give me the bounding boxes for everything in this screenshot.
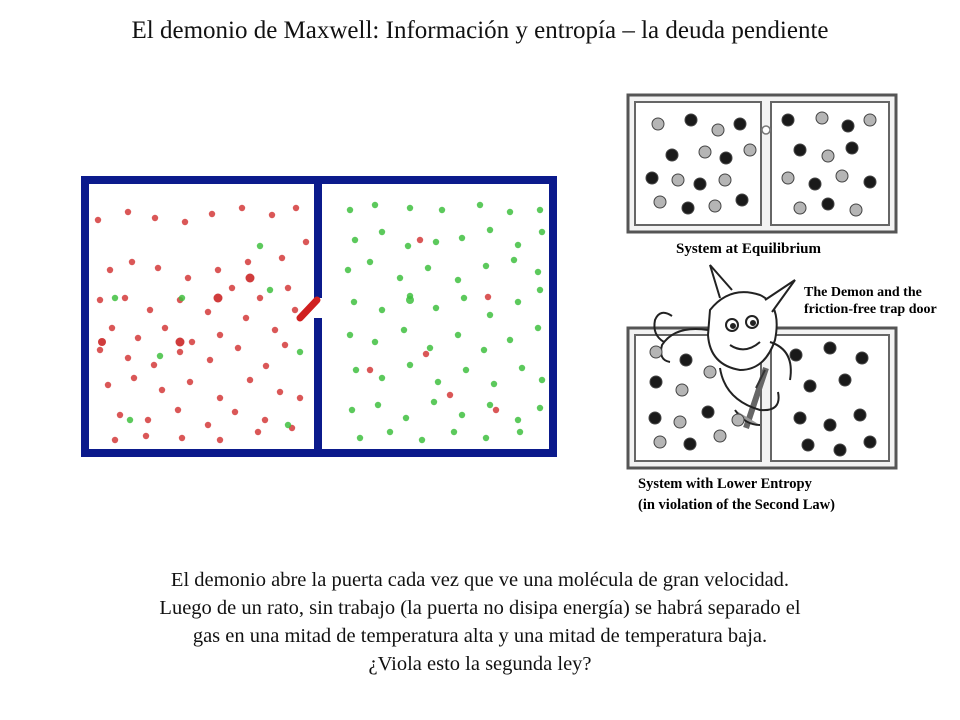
container-svg [70,170,570,470]
molecule [463,367,469,373]
molecule [507,209,513,215]
demon-label-line1: The Demon and the [804,285,922,300]
molecule [129,259,135,265]
gas-ball [794,144,806,156]
molecule [257,295,263,301]
molecule [487,402,493,408]
molecule [515,242,521,248]
molecule [451,429,457,435]
gas-ball [846,142,858,154]
trap-door [300,300,317,318]
molecule [303,239,309,245]
gas-ball [736,194,748,206]
molecule [345,267,351,273]
gas-ball [834,444,846,456]
gas-ball [654,436,666,448]
molecule [349,407,355,413]
gas-ball [672,174,684,186]
molecule [217,395,223,401]
molecule [157,353,163,359]
molecule [539,229,545,235]
molecule [297,395,303,401]
molecule [431,399,437,405]
gas-ball [702,406,714,418]
molecule [125,355,131,361]
molecule [379,307,385,313]
demon-illustration [560,80,960,530]
molecule [439,207,445,213]
molecule [162,325,168,331]
molecule [517,429,523,435]
maxwell-container-diagram [70,170,570,475]
molecule [477,202,483,208]
molecule [205,309,211,315]
molecule [425,265,431,271]
gas-ball [824,342,836,354]
gas-ball [685,114,697,126]
gas-ball [822,150,834,162]
molecule [367,259,373,265]
molecule [205,422,211,428]
molecule [459,235,465,241]
gas-ball [720,152,732,164]
molecule [347,207,353,213]
molecule [98,338,106,346]
molecule [263,363,269,369]
gas-ball [856,352,868,364]
molecule [427,345,433,351]
molecule [419,437,425,443]
molecule [131,375,137,381]
molecule [406,296,414,304]
molecule [147,307,153,313]
gas-ball [676,384,688,396]
gas-ball [680,354,692,366]
gas-ball [850,204,862,216]
caption-line: gas en una mitad de temperatura alta y una mitad de temperatura baja. [192,625,768,647]
gas-ball [802,439,814,451]
molecule [405,243,411,249]
molecule [175,407,181,413]
molecule [232,409,238,415]
molecule [97,297,103,303]
molecule [245,259,251,265]
gas-ball [650,346,662,358]
molecule [297,349,303,355]
molecule [539,377,545,383]
molecule [455,332,461,338]
gas-ball [809,178,821,190]
molecule [179,295,185,301]
molecule [185,275,191,281]
gas-ball [822,198,834,210]
molecule [511,257,517,263]
molecule [407,362,413,368]
molecule [433,239,439,245]
molecule [209,211,215,217]
gas-ball [654,196,666,208]
gas-ball [694,178,706,190]
gas-ball [744,144,756,156]
molecule [435,379,441,385]
gas-ball [794,412,806,424]
molecule [105,382,111,388]
molecule [107,267,113,273]
molecule [189,339,195,345]
gas-ball [719,174,731,186]
gas-ball [712,124,724,136]
gas-ball [839,374,851,386]
molecule [112,295,118,301]
molecule [461,295,467,301]
molecule [375,402,381,408]
molecule [367,367,373,373]
molecule [112,437,118,443]
gas-ball [790,349,802,361]
molecule [243,315,249,321]
gas-ball [674,416,686,428]
molecule [97,347,103,353]
molecule [155,265,161,271]
molecule [379,375,385,381]
molecule [372,202,378,208]
gas-ball [682,202,694,214]
molecule [143,433,149,439]
molecule [246,274,255,283]
molecule [176,338,185,347]
molecule [537,405,543,411]
slide-title: El demonio de Maxwell: Información y entropía – la deuda pendiente [131,17,829,44]
molecule [485,294,491,300]
molecule [151,362,157,368]
molecule [214,294,223,303]
gas-ball [709,200,721,212]
gas-ball [864,436,876,448]
molecule [347,332,353,338]
molecule [507,337,513,343]
molecule [372,339,378,345]
gas-ball [864,114,876,126]
molecule [417,237,423,243]
molecule [247,377,253,383]
molecule [293,205,299,211]
molecule [135,335,141,341]
molecule [423,351,429,357]
molecule [279,255,285,261]
molecule [397,275,403,281]
molecule [351,299,357,305]
molecule [379,229,385,235]
molecule [285,285,291,291]
molecule [481,347,487,353]
gas-ball [666,149,678,161]
molecule [229,285,235,291]
molecule [282,342,288,348]
gas-ball [864,176,876,188]
gas-ball [842,120,854,132]
equilibrium-label: System at Equilibrium [676,241,822,257]
molecule [352,237,358,243]
molecule [255,429,261,435]
molecule [257,243,263,249]
gas-ball [854,409,866,421]
molecule [515,417,521,423]
molecule [537,287,543,293]
gas-ball [704,366,716,378]
molecule [182,219,188,225]
molecule [519,365,525,371]
molecule [267,287,273,293]
molecule [447,392,453,398]
molecule [387,429,393,435]
gas-ball [649,412,661,424]
molecule [215,267,221,273]
molecule [535,269,541,275]
molecule [125,209,131,215]
molecule [179,435,185,441]
molecule [217,437,223,443]
gas-ball [646,172,658,184]
molecule [109,325,115,331]
lower-entropy-label-line1: System with Lower Entropy [638,476,812,492]
molecule [433,305,439,311]
door-hinge [762,126,770,134]
gas-ball [804,380,816,392]
molecule [145,417,151,423]
molecule [407,205,413,211]
gas-ball [652,118,664,130]
molecule [207,357,213,363]
gas-ball [734,118,746,130]
gas-ball [794,202,806,214]
molecule [292,307,298,313]
molecule [117,412,123,418]
molecule [483,263,489,269]
molecule [535,325,541,331]
molecule [493,407,499,413]
molecule [235,345,241,351]
molecule [491,381,497,387]
molecule [455,277,461,283]
gas-ball [824,419,836,431]
molecule [401,327,407,333]
gas-ball [699,146,711,158]
caption-line: Luego de un rato, sin trabajo (la puerta no disipa energía) se habrá separado el [159,597,801,619]
molecule [262,417,268,423]
caption-line: ¿Viola esto la segunda ley? [368,653,592,675]
demon-label-line2: friction-free trap door [804,302,937,317]
gas-ball [684,438,696,450]
molecule [487,312,493,318]
molecule [95,217,101,223]
caption-text [30,566,930,678]
molecule [272,327,278,333]
gas-ball [732,414,744,426]
molecule [487,227,493,233]
gas-ball [650,376,662,388]
gas-ball [782,172,794,184]
molecule [269,212,275,218]
molecule [127,417,133,423]
molecule [357,435,363,441]
gas-ball [714,430,726,442]
caption-line: El demonio abre la puerta cada vez que ve una molécula de gran velocidad. [170,569,790,591]
molecule [217,332,223,338]
gas-ball [836,170,848,182]
molecule [483,435,489,441]
gas-ball [816,112,828,124]
molecule [459,412,465,418]
molecule [152,215,158,221]
molecule [122,295,128,301]
molecule [159,387,165,393]
molecule [515,299,521,305]
molecule [277,389,283,395]
molecule [239,205,245,211]
molecule [285,422,291,428]
molecule [353,367,359,373]
molecule [177,349,183,355]
molecule [537,207,543,213]
molecule [403,415,409,421]
molecule [187,379,193,385]
gas-ball [782,114,794,126]
lower-entropy-label-line2: (in violation of the Second Law) [638,497,835,513]
